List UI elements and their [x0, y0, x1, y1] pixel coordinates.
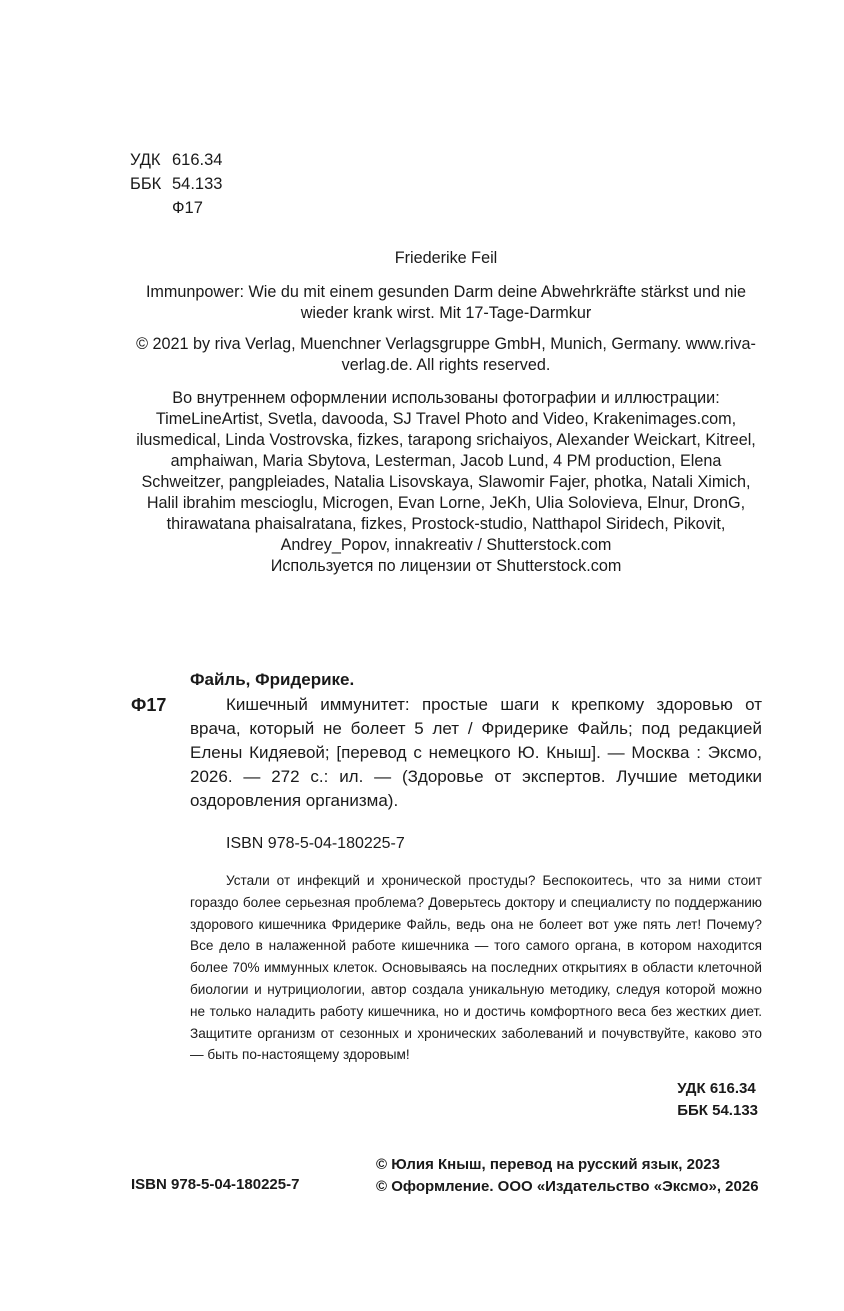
original-author: Friederike Feil — [394, 249, 498, 267]
bib-isbn: ISBN 978-5-04-180225-7 — [226, 835, 405, 852]
footer-isbn: ISBN 978-5-04-180225-7 — [131, 1176, 300, 1193]
right-bbk: ББК 54.133 — [677, 1102, 758, 1119]
bib-description: Кишечный иммунитет: простые шаги к крепкому здоровью от врача, который не болеет 5 лет / Фридерике Файль; под редакцией Елены Кидяевой; [перевод с немецкого Ю. Кныш]. — Москва : Эксмо, 2026. — 272 с.: ил. — (Здоровье от экспертов. Лучшие методики оздоровления организма). — [190, 695, 762, 810]
bbk-label: ББК — [130, 175, 162, 193]
classification-block — [130, 148, 222, 220]
udk-row — [130, 148, 222, 172]
illustration-intro: Во внутреннем оформлении использованы фотографии и иллюстрации: — [172, 389, 720, 407]
original-title: Immunpower: Wie du mit einem gesunden Darm deine Abwehrkräfte stärkst und nie wieder krank wirst. Mit 17-Tage-Darmkur — [145, 283, 747, 322]
original-copyright: © 2021 by riva Verlag, Muenchner Verlagsgruppe GmbH, Munich, Germany. www.riva-verlag.de. All rights reserved. — [136, 335, 756, 374]
author-mark: Ф17 — [172, 199, 203, 217]
illustration-credits — [128, 388, 764, 577]
udk-label: УДК — [130, 151, 161, 169]
bib-author: Файль, Фридерике. — [190, 670, 355, 689]
bbk-value: 54.133 — [172, 175, 223, 193]
right-classification — [677, 1078, 758, 1122]
translation-copyright: © Юлия Кныш, перевод на русский язык, 2023 — [376, 1156, 720, 1173]
right-udk: УДК 616.34 — [677, 1080, 756, 1097]
udk-value: 616.34 — [172, 151, 223, 169]
footer-copyrights — [376, 1154, 759, 1198]
annotation: Устали от инфекций и хронической простуды? Беспокоитесь, что за ними стоит гораздо более серьезная проблема? Доверьтесь доктору и специалисту по поддержанию здорового кишечника Фридерике Файль, ведь она не болеет вот уже пять лет! Почему? Все дело в налаженной работе кишечника — того самого органа, в котором находится более 70% иммунных клеток. Основываясь на последних открытиях в области клеточной биологии и нутрициологии, автор создала уникальную методику, следуя которой можно не только наладить работу кишечника, но и достичь комфортного веса без жестких диет. Защитите организм от сезонных и хронических заболеваний и почувствуйте, каково это — быть по-настоящему здоровым! — [190, 873, 762, 1063]
bbk-row — [130, 172, 222, 196]
illustration-credit-list: TimeLineArtist, Svetla, davooda, SJ Travel Photo and Video, Krakenimages.com, ilusmedical, Linda Vostrovska, fizkes, tarapong srichaiyos, Alexander Weickart, Kitreel, amphaiwan, Maria Sbytova, Lesterman, Jacob Lund, 4 PM production, Elena Schweitzer, pangpleiades, Natalia Lisovskaya, Slawomir Fajer, photka, Natali Ximich, Halil ibrahim mescioglu, Microgen, Evan Lorne, JeKh, Ulia Solovieva, Elnur, DronG, thirawatana phaisalratana, fizkes, Prostock-studio, Natthapol Siridech, Pikovit, Andrey_Popov, innakreativ / Shutterstock.com — [136, 410, 756, 554]
illustration-license: Используется по лицензии от Shutterstock.com — [270, 557, 622, 575]
design-copyright: © Оформление. ООО «Издательство «Эксмо», 2026 — [376, 1178, 759, 1195]
bib-author-mark: Ф17 — [131, 695, 167, 715]
author-mark-row — [130, 196, 222, 220]
